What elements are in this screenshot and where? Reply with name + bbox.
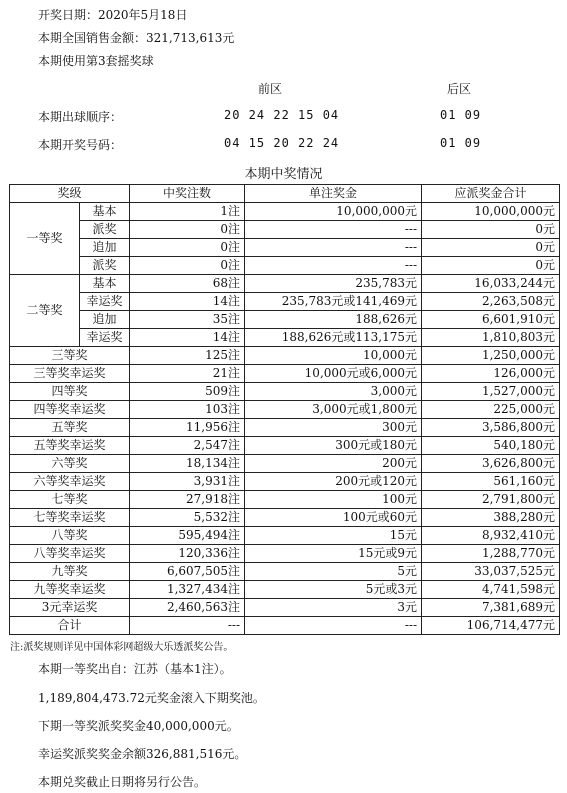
total-cell: 6,601,910元	[422, 311, 560, 329]
table-row	[10, 383, 560, 401]
count-cell: ---	[130, 617, 245, 635]
table-row	[10, 311, 560, 329]
count-cell: 1注	[130, 203, 245, 221]
header-total: 应派奖金合计	[422, 185, 560, 203]
level-cell: 九等奖幸运奖	[10, 581, 130, 599]
single-cell: 188,626元或113,175元	[245, 329, 422, 347]
table-row	[10, 617, 560, 635]
count-cell: 18,134注	[130, 455, 245, 473]
table-row	[10, 527, 560, 545]
table-row	[10, 293, 560, 311]
sub-level: 追加	[80, 239, 130, 257]
count-cell: 120,336注	[130, 545, 245, 563]
single-cell: 100元	[245, 491, 422, 509]
total-cell: 388,280元	[422, 509, 560, 527]
table-row	[10, 419, 560, 437]
level-cell: 五等奖幸运奖	[10, 437, 130, 455]
level-cell: 六等奖幸运奖	[10, 473, 130, 491]
single-cell: 10,000元	[245, 347, 422, 365]
level-cell: 六等奖	[10, 455, 130, 473]
single-cell: 100元或60元	[245, 509, 422, 527]
single-cell: 5元或3元	[245, 581, 422, 599]
total-cell: 225,000元	[422, 401, 560, 419]
count-cell: 14注	[130, 293, 245, 311]
jackpot-rollover: 1,189,804,473.72元奖金滚入下期奖池。	[38, 691, 265, 705]
table-row	[10, 563, 560, 581]
single-cell: ---	[245, 257, 422, 275]
single-cell: 3,000元或1,800元	[245, 401, 422, 419]
count-cell: 11,956注	[130, 419, 245, 437]
sub-level: 追加	[80, 311, 130, 329]
count-cell: 509注	[130, 383, 245, 401]
level-cell: 四等奖	[10, 383, 130, 401]
count-cell: 6,607,505注	[130, 563, 245, 581]
count-cell: 595,494注	[130, 527, 245, 545]
total-cell: 2,791,800元	[422, 491, 560, 509]
total-cell: 7,381,689元	[422, 599, 560, 617]
table-header-row	[10, 185, 560, 203]
sales-amount: 本期全国销售金额：321,713,613元	[38, 31, 235, 45]
count-cell: 5,532注	[130, 509, 245, 527]
single-cell: 200元	[245, 455, 422, 473]
single-cell: 10,000,000元	[245, 203, 422, 221]
single-cell: ---	[245, 239, 422, 257]
count-cell: 125注	[130, 347, 245, 365]
count-cell: 21注	[130, 365, 245, 383]
table-row	[10, 329, 560, 347]
count-cell: 3,931注	[130, 473, 245, 491]
single-cell: 188,626元	[245, 311, 422, 329]
total-cell: 2,263,508元	[422, 293, 560, 311]
level-cell: 八等奖幸运奖	[10, 545, 130, 563]
total-cell: 1,810,803元	[422, 329, 560, 347]
count-cell: 27,918注	[130, 491, 245, 509]
total-cell: 10,000,000元	[422, 203, 560, 221]
sub-level: 基本	[80, 203, 130, 221]
table-row	[10, 401, 560, 419]
total-cell: 3,586,800元	[422, 419, 560, 437]
total-cell: 0元	[422, 221, 560, 239]
level-cell: 三等奖	[10, 347, 130, 365]
table-row	[10, 599, 560, 617]
level-cell: 七等奖	[10, 491, 130, 509]
single-cell: 5元	[245, 563, 422, 581]
level-cell: 合计	[10, 617, 130, 635]
table-row	[10, 491, 560, 509]
table-row	[10, 437, 560, 455]
table-row	[10, 239, 560, 257]
header-level: 奖级	[10, 185, 130, 203]
total-cell: 0元	[422, 257, 560, 275]
table-row	[10, 365, 560, 383]
single-cell: 3元	[245, 599, 422, 617]
level-cell: 五等奖	[10, 419, 130, 437]
single-cell: 235,783元	[245, 275, 422, 293]
table-row	[10, 347, 560, 365]
table-row	[10, 257, 560, 275]
table-row	[10, 473, 560, 491]
first-prize-group: 一等奖	[10, 203, 80, 275]
table-row	[10, 509, 560, 527]
count-cell: 68注	[130, 275, 245, 293]
total-cell: 1,288,770元	[422, 545, 560, 563]
table-row	[10, 203, 560, 221]
draw-date: 开奖日期：2020年5月18日	[38, 8, 188, 22]
ball-set: 本期使用第3套摇奖球	[38, 54, 154, 68]
single-cell: 3,000元	[245, 383, 422, 401]
count-cell: 103注	[130, 401, 245, 419]
single-cell: 200元或120元	[245, 473, 422, 491]
level-cell: 三等奖幸运奖	[10, 365, 130, 383]
single-cell: 300元或180元	[245, 437, 422, 455]
single-cell: ---	[245, 221, 422, 239]
second-prize-group: 二等奖	[10, 275, 80, 347]
header-count: 中奖注数	[130, 185, 245, 203]
count-cell: 0注	[130, 239, 245, 257]
total-cell: 33,037,525元	[422, 563, 560, 581]
count-cell: 14注	[130, 329, 245, 347]
level-cell: 九等奖	[10, 563, 130, 581]
order-label: 本期出球顺序：	[38, 110, 123, 124]
total-cell: 8,932,410元	[422, 527, 560, 545]
sub-level: 派奖	[80, 221, 130, 239]
back-zone-label: 后区	[447, 82, 472, 96]
next-bonus: 下期一等奖派奖奖金40,000,000元。	[38, 719, 239, 733]
total-cell: 3,626,800元	[422, 455, 560, 473]
level-cell: 八等奖	[10, 527, 130, 545]
total-cell: 0元	[422, 239, 560, 257]
total-cell: 540,180元	[422, 437, 560, 455]
table-title: 本期中奖情况	[244, 167, 323, 182]
first-prize-origin: 本期一等奖出自：江苏（基本1注）。	[38, 662, 232, 676]
table-row	[10, 221, 560, 239]
lucky-bonus-remaining: 幸运奖派奖奖金余额326,881,516元。	[38, 747, 247, 761]
level-cell: 四等奖幸运奖	[10, 401, 130, 419]
winning-front-numbers: 04 15 20 22 24	[224, 136, 340, 150]
table-row	[10, 275, 560, 293]
count-cell: 2,547注	[130, 437, 245, 455]
count-cell: 2,460,563注	[130, 599, 245, 617]
prize-table	[9, 184, 560, 635]
order-back-numbers: 01 09	[440, 108, 482, 122]
total-cell: 561,160元	[422, 473, 560, 491]
table-row	[10, 545, 560, 563]
count-cell: 0注	[130, 257, 245, 275]
sub-level: 幸运奖	[80, 293, 130, 311]
numbers-label: 本期开奖号码：	[38, 138, 123, 152]
single-cell: 15元或9元	[245, 545, 422, 563]
sub-level: 派奖	[80, 257, 130, 275]
single-cell: 15元	[245, 527, 422, 545]
front-zone-label: 前区	[258, 82, 283, 96]
table-row	[10, 455, 560, 473]
footnote: 注:派奖规则详见中国体彩网超级大乐透派奖公告。	[10, 642, 234, 653]
count-cell: 0注	[130, 221, 245, 239]
level-cell: 七等奖幸运奖	[10, 509, 130, 527]
winning-back-numbers: 01 09	[440, 136, 482, 150]
total-cell: 106,714,477元	[422, 617, 560, 635]
table-row	[10, 581, 560, 599]
total-cell: 1,250,000元	[422, 347, 560, 365]
total-cell: 126,000元	[422, 365, 560, 383]
total-cell: 4,741,598元	[422, 581, 560, 599]
header-single: 单注奖金	[245, 185, 422, 203]
single-cell: 300元	[245, 419, 422, 437]
count-cell: 1,327,434注	[130, 581, 245, 599]
total-cell: 16,033,244元	[422, 275, 560, 293]
count-cell: 35注	[130, 311, 245, 329]
total-cell: 1,527,000元	[422, 383, 560, 401]
claim-deadline: 本期兑奖截止日期将另行公告。	[38, 775, 207, 789]
single-cell: 235,783元或141,469元	[245, 293, 422, 311]
level-cell: 3元幸运奖	[10, 599, 130, 617]
sub-level: 基本	[80, 275, 130, 293]
single-cell: 10,000元或6,000元	[245, 365, 422, 383]
order-front-numbers: 20 24 22 15 04	[224, 108, 340, 122]
sub-level: 幸运奖	[80, 329, 130, 347]
single-cell: ---	[245, 617, 422, 635]
